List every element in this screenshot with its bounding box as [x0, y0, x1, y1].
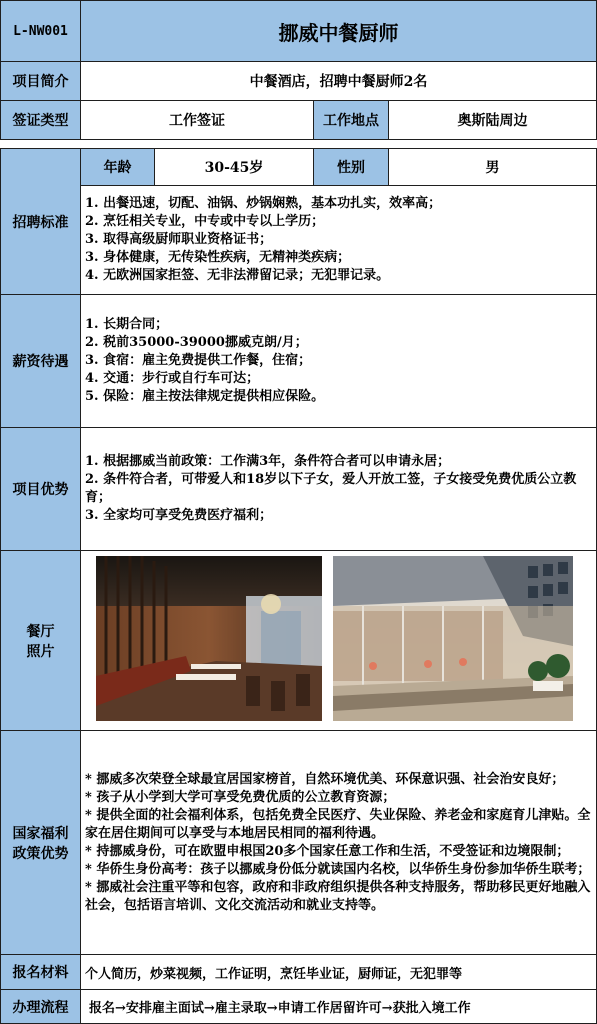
process-label: 办理流程	[0, 989, 81, 1024]
salary-list	[80, 294, 597, 428]
age-value: 30-45岁	[154, 148, 314, 186]
advantages-list	[80, 427, 597, 551]
list-item: 1. 长期合同；	[85, 317, 169, 332]
list-item: 4. 无欧洲国家拒签、无非法滞留记录；无犯罪记录。	[85, 268, 390, 283]
materials-label: 报名材料	[0, 954, 81, 990]
requirements-list	[80, 185, 597, 295]
gender-value: 男	[388, 148, 597, 186]
process-value: 报名→安排雇主面试→雇主录取→申请工作居留许可→获批入境工作	[80, 989, 597, 1024]
list-item: * 挪威社会注重平等和包容，政府和非政府组织提供各种支持服务，帮助移民更好地融入社会，包括语言培训、文化交流活动和就业支持等。	[85, 879, 591, 913]
list-item: 5. 保险：雇主按法律规定提供相应保险。	[85, 389, 325, 404]
list-item: * 持挪威身份，可在欧盟申根国20多个国家任意工作和生活，不受签证和边境限制；	[85, 843, 570, 859]
photos-label-line2: 照片	[26, 643, 55, 660]
welfare-label-line2: 政策优势	[12, 845, 69, 862]
list-item: 3. 取得高级厨师职业资格证书；	[85, 232, 273, 247]
advantages-label: 项目优势	[0, 427, 81, 551]
project-code: L-NW001	[0, 0, 81, 62]
welfare-list	[80, 730, 597, 955]
welfare-label-line1: 国家福利	[12, 825, 69, 842]
list-item: * 华侨生身份高考：孩子以挪威身份低分就读国内名校，以华侨生身份参加华侨生联考；	[85, 861, 591, 877]
work-location-value: 奥斯陆周边	[388, 100, 597, 140]
age-label: 年龄	[80, 148, 155, 186]
visa-type-label: 签证类型	[0, 100, 81, 140]
photos-label	[0, 550, 81, 731]
visa-type-value: 工作签证	[80, 100, 314, 140]
list-item: * 提供全面的社会福利体系，包括免费全民医疗、失业保险、养老金和家庭育儿津贴。全家在居住期间可以享受与本地居民相同的福利待遇。	[85, 807, 591, 841]
photos-label-line1: 餐厅	[26, 623, 55, 640]
project-intro-value: 中餐酒店，招聘中餐厨师2名	[80, 61, 597, 101]
list-item: 3. 食宿：雇主免费提供工作餐，住宿；	[85, 353, 312, 368]
list-item: 1. 出餐迅速，切配、油锅、炒锅娴熟，基本功扎实，效率高；	[85, 196, 442, 211]
list-item: 2. 税前35000-39000挪威克朗/月；	[85, 335, 308, 350]
work-location-label: 工作地点	[313, 100, 389, 140]
list-item: 2. 烹饪相关专业，中专或中专以上学历；	[85, 214, 325, 229]
materials-value: 个人简历，炒菜视频，工作证明，烹饪毕业证，厨师证，无犯罪等	[80, 954, 597, 990]
salary-label: 薪资待遇	[0, 294, 81, 428]
list-item: 1. 根据挪威当前政策：工作满3年，条件符合者可以申请永居；	[85, 454, 451, 469]
project-intro-label: 项目简介	[0, 61, 81, 101]
list-item: 3. 全家均可享受免费医疗福利；	[85, 508, 273, 523]
welfare-label	[0, 730, 81, 955]
list-item: 2. 条件符合者，可带爱人和18岁以下子女，爱人开放工签，子女接受免费优质公立教育；	[85, 472, 577, 505]
restaurant-interior-photo	[96, 556, 322, 721]
restaurant-terrace-photo	[333, 556, 573, 721]
gender-label: 性别	[313, 148, 389, 186]
list-item: * 挪威多次荣登全球最宜居国家榜首，自然环境优美、环保意识强、社会治安良好；	[85, 771, 565, 787]
page-title: 挪威中餐厨师	[80, 0, 597, 62]
list-item: 4. 交通：步行或自行车可达；	[85, 371, 260, 386]
list-item: 3. 身体健康，无传染性疾病，无精神类疾病；	[85, 250, 351, 265]
requirements-label: 招聘标准	[0, 148, 81, 295]
list-item: * 孩子从小学到大学可享受免费优质的公立教育资源；	[85, 789, 396, 805]
